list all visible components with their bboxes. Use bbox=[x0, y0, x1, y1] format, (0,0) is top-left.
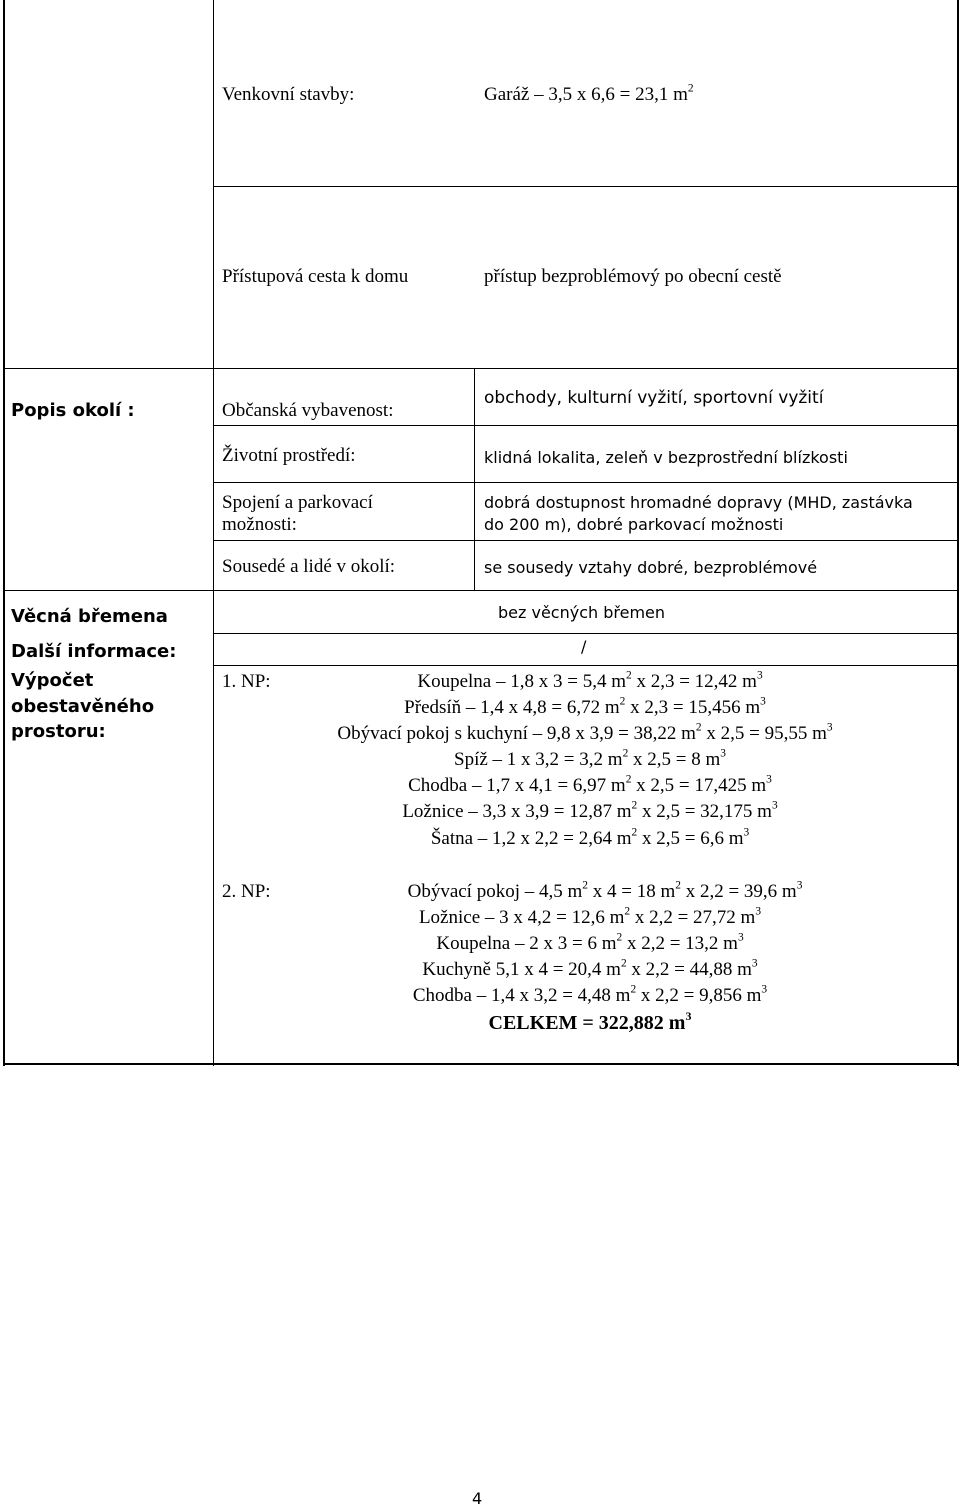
row-divider-dalsi bbox=[213, 665, 959, 666]
venkovni-stavby-text: Garáž – 3,5 x 6,6 = 23,1 m bbox=[484, 84, 688, 105]
row-divider-popis bbox=[3, 590, 959, 591]
sup: 2 bbox=[631, 799, 638, 812]
sup: 2 bbox=[631, 826, 638, 839]
np1-spiz-b: x 2,5 = 8 m bbox=[628, 749, 721, 770]
np1-line-predsin bbox=[360, 697, 810, 719]
np2-obyvaci-c: x 2,2 = 39,6 m bbox=[680, 881, 797, 902]
np1-koupelna-b: x 2,3 = 12,42 m bbox=[631, 671, 757, 692]
table-border-left bbox=[3, 0, 5, 1066]
zivotni-prostredi-label: Životní prostředí: bbox=[222, 445, 356, 466]
zivotni-prostredi-value: klidná lokalita, zeleň v bezprostřední blízkosti bbox=[484, 448, 848, 467]
obcanska-vybavenost-value: obchody, kulturní vyžití, sportovní vyžití bbox=[484, 388, 824, 408]
np2-line-chodba bbox=[360, 985, 820, 1007]
np1-loznice-b: x 2,5 = 32,175 m bbox=[637, 801, 772, 822]
np1-predsin-a: Předsíň – 1,4 x 4,8 = 6,72 m bbox=[404, 697, 620, 718]
np1-spiz-a: Spíž – 1 x 3,2 = 3,2 m bbox=[454, 749, 623, 770]
sup: 3 bbox=[755, 905, 762, 918]
np2-line-koupelna bbox=[380, 933, 800, 955]
row-divider-pristup bbox=[3, 368, 959, 369]
row-divider-spojeni bbox=[213, 540, 959, 541]
np2-label: 2. NP: bbox=[222, 881, 271, 902]
np1-line-satna bbox=[370, 828, 810, 850]
sup: 2 bbox=[622, 747, 629, 760]
sup: 3 bbox=[760, 695, 766, 708]
sup: 3 bbox=[766, 773, 772, 786]
np1-line-loznice bbox=[340, 801, 840, 823]
np2-koupelna-a: Koupelna – 2 x 3 = 6 m bbox=[436, 933, 617, 954]
sup: 2 bbox=[582, 879, 588, 892]
np2-loznice-b: x 2,2 = 27,72 m bbox=[630, 907, 756, 928]
sup: 2 bbox=[625, 773, 632, 786]
sup: 3 bbox=[685, 1009, 692, 1023]
np2-obyvaci-a: Obývací pokoj – 4,5 m bbox=[407, 881, 583, 902]
sup: 2 bbox=[619, 695, 626, 708]
celkem-text: CELKEM = 322,882 m bbox=[488, 1012, 686, 1034]
dalsi-informace-label: Další informace: bbox=[11, 641, 177, 662]
venkovni-stavby-label: Venkovní stavby: bbox=[222, 84, 355, 105]
row-divider-obcanska bbox=[213, 425, 959, 426]
row-divider-venkovni bbox=[213, 186, 959, 187]
np2-kuchyne-a: Kuchyně 5,1 x 4 = 20,4 m bbox=[422, 959, 621, 980]
np1-obyvaci-b: x 2,5 = 95,55 m bbox=[701, 723, 827, 744]
vypocet-label-line3: prostoru: bbox=[11, 721, 106, 742]
np1-chodba-b: x 2,5 = 17,425 m bbox=[631, 775, 767, 796]
np2-kuchyne-b: x 2,2 = 44,88 m bbox=[626, 959, 752, 980]
table-border-right bbox=[957, 0, 959, 1066]
spojeni-value-line1: dobrá dostupnost hromadné dopravy (MHD, zastávka bbox=[484, 493, 913, 512]
sup: 2 bbox=[624, 905, 631, 918]
np2-line-kuchyne bbox=[360, 959, 820, 981]
row-divider-vecna bbox=[213, 633, 959, 634]
np1-line-koupelna bbox=[380, 671, 800, 693]
np1-satna-a: Šatna – 1,2 x 2,2 = 2,64 m bbox=[430, 828, 632, 849]
sup: 3 bbox=[743, 826, 750, 839]
np2-loznice-a: Ložnice – 3 x 4,2 = 12,6 m bbox=[418, 907, 625, 928]
spojeni-label-line2: možnosti: bbox=[222, 514, 297, 535]
sup: 3 bbox=[761, 983, 768, 996]
value-column-divider bbox=[474, 368, 475, 590]
pristupova-cesta-label: Přístupová cesta k domu bbox=[222, 266, 409, 287]
vypocet-label-line1: Výpočet bbox=[11, 670, 94, 691]
vecna-bremena-value: bez věcných břemen bbox=[498, 603, 666, 622]
np2-chodba-b: x 2,2 = 9,856 m bbox=[636, 985, 762, 1006]
row-divider-zivotni bbox=[213, 482, 959, 483]
obcanska-vybavenost-label: Občanská vybavenost: bbox=[222, 400, 394, 421]
sousede-label: Sousedé a lidé v okolí: bbox=[222, 556, 396, 577]
np2-chodba-a: Chodba – 1,4 x 3,2 = 4,48 m bbox=[412, 985, 631, 1006]
np1-obyvaci-a: Obývací pokoj s kuchyní – 9,8 x 3,9 = 38,22 m bbox=[337, 723, 696, 744]
vypocet-label-line2: obestavěného bbox=[11, 696, 155, 717]
venkovni-stavby-value bbox=[484, 84, 694, 106]
sup: 2 bbox=[695, 721, 702, 734]
sup: 3 bbox=[737, 931, 744, 944]
sup: 3 bbox=[751, 957, 758, 970]
pristupova-cesta-value: přístup bezproblémový po obecní cestě bbox=[484, 266, 782, 287]
label-column-divider bbox=[213, 0, 214, 1066]
np1-loznice-a: Ložnice – 3,3 x 3,9 = 12,87 m bbox=[402, 801, 632, 822]
popis-okoli-heading: Popis okolí : bbox=[11, 400, 135, 421]
sup: 2 bbox=[616, 931, 623, 944]
sup: 3 bbox=[771, 799, 778, 812]
np1-line-obyvaci bbox=[280, 723, 890, 745]
page-number: 4 bbox=[472, 1489, 483, 1508]
np2-line-loznice bbox=[360, 907, 820, 929]
np1-predsin-b: x 2,3 = 15,456 m bbox=[625, 697, 761, 718]
sup: 2 bbox=[625, 669, 632, 682]
venkovni-stavby-sup: 2 bbox=[687, 82, 694, 95]
spojeni-value-line2: do 200 m), dobré parkovací možnosti bbox=[484, 515, 784, 534]
np1-line-chodba bbox=[350, 775, 830, 797]
sup: 3 bbox=[826, 721, 833, 734]
sousede-value: se sousedy vztahy dobré, bezproblémové bbox=[484, 558, 818, 577]
table-border-bottom bbox=[3, 1063, 959, 1065]
np1-koupelna-a: Koupelna – 1,8 x 3 = 5,4 m bbox=[417, 671, 626, 692]
sup: 2 bbox=[675, 879, 681, 892]
np1-label: 1. NP: bbox=[222, 671, 271, 692]
sup: 3 bbox=[720, 747, 726, 760]
sup: 3 bbox=[796, 879, 803, 892]
dalsi-informace-value: / bbox=[581, 637, 587, 656]
np1-satna-b: x 2,5 = 6,6 m bbox=[637, 828, 744, 849]
np2-line-obyvaci bbox=[340, 881, 870, 903]
sup: 3 bbox=[756, 669, 763, 682]
np2-koupelna-b: x 2,2 = 13,2 m bbox=[622, 933, 738, 954]
np1-chodba-a: Chodba – 1,7 x 4,1 = 6,97 m bbox=[408, 775, 626, 796]
spojeni-label-line1: Spojení a parkovací bbox=[222, 492, 373, 513]
sup: 2 bbox=[630, 983, 637, 996]
celkem-total bbox=[440, 1009, 740, 1035]
vecna-bremena-label: Věcná břemena bbox=[11, 606, 168, 627]
np1-line-spiz bbox=[380, 749, 800, 771]
np2-obyvaci-b: x 4 = 18 m bbox=[587, 881, 676, 902]
sup: 2 bbox=[620, 957, 627, 970]
